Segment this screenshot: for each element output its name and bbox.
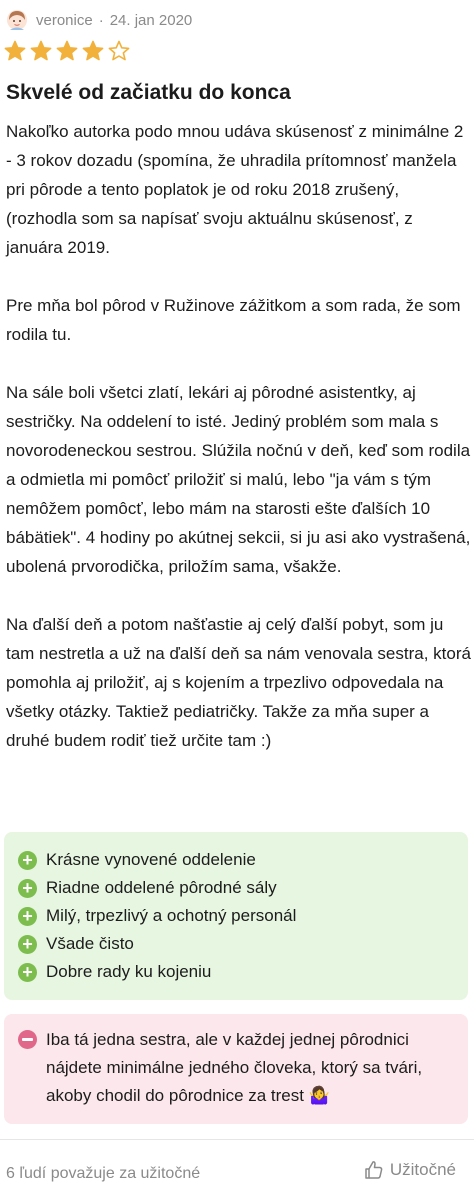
review-paragraph: Nakoľko autorka podo mnou udáva skúsenosť z minimálne 2 - 3 rokov dozadu (spomína, že uhradila prítomnosť manžela pri pôrode a tento poplatok je od roku 2018 zrušený, (rozhodla som sa napísať svoju aktuálnu skúsenosť, z januára 2019. [6,122,464,257]
pro-item [18,846,468,874]
plus-circle-icon: + [18,963,37,982]
review-paragraph: Na sále boli všetci zlatí, lekári aj pôrodné asistentky, aj sestričky. Na oddelení to isté. Jediný problém som mala s novorodeneckou sestrou. Slúžila nočnú v deň, keď som rodila a odmietla mi pomôcť priložiť si malú, lebo "ja vám s tým nemôžem pomôcť, lebo mám na starosti ešte ďalších 10 bábätiek". 4 hodiny po akútnej sekcii, si ju asi ako vystrašená, ubolená prvorodička, priložím sama, všakže. [6,383,471,576]
meta-separator: · [98,11,104,29]
plus-circle-icon: + [18,907,37,926]
pro-text: Všade čisto [46,934,134,953]
pro-item [18,874,468,902]
star-filled-icon [82,40,104,62]
review-paragraph: Pre mňa bol pôrod v Ružinove zážitkom a som rada, že som rodila tu. [6,296,461,344]
con-text: Iba tá jedna sestra, ale v každej jednej pôrodnici nájdete minimálne jedného človeka, ktorý sa tvári, akoby chodil do pôrodnice za trest 🤷‍♀️ [46,1030,423,1105]
cons-box [4,1014,468,1124]
review-body [6,117,471,784]
star-filled-icon [56,40,78,62]
review-title: Skvelé od začiatku do konca [6,81,291,104]
review-paragraph: Na ďalší deň a potom našťastie aj celý ďalší pobyt, som ju tam nestretla a už na ďalší deň sa nám venovala sestra, ktorá pomohla aj priložiť, aj s kojením a trpezlivo odpovedala na všetky otázky. Taktiež pediatričky. Takže za mňa super a druhé budem rodiť tiež určite tam :) [6,615,471,750]
pros-box [4,832,468,1000]
helpful-count: 6 ľudí považuje za užitočné [6,1165,201,1182]
star-rating [4,40,130,62]
review-header [6,6,192,34]
avatar [6,9,28,31]
star-empty-icon [108,40,130,62]
plus-circle-icon: + [18,851,37,870]
helpful-button[interactable] [364,1160,456,1180]
review-meta [36,12,192,29]
review-date: 24. jan 2020 [109,11,193,29]
pro-text: Dobre rady ku kojeniu [46,962,212,981]
thumbs-up-icon [364,1160,384,1180]
helpful-button-label: Užitočné [389,1160,456,1179]
plus-circle-icon: + [18,935,37,954]
pro-text: Milý, trpezlivý a ochotný personál [46,906,297,925]
minus-circle-icon [18,1030,37,1049]
pro-text: Riadne oddelené pôrodné sály [46,878,277,897]
pro-item [18,930,468,958]
pro-item [18,902,468,930]
plus-circle-icon: + [18,879,37,898]
divider [0,1139,474,1140]
star-filled-icon [4,40,26,62]
star-filled-icon [30,40,52,62]
pro-item [18,958,468,986]
author-name: veronice [36,11,93,29]
pro-text: Krásne vynovené oddelenie [46,850,256,869]
